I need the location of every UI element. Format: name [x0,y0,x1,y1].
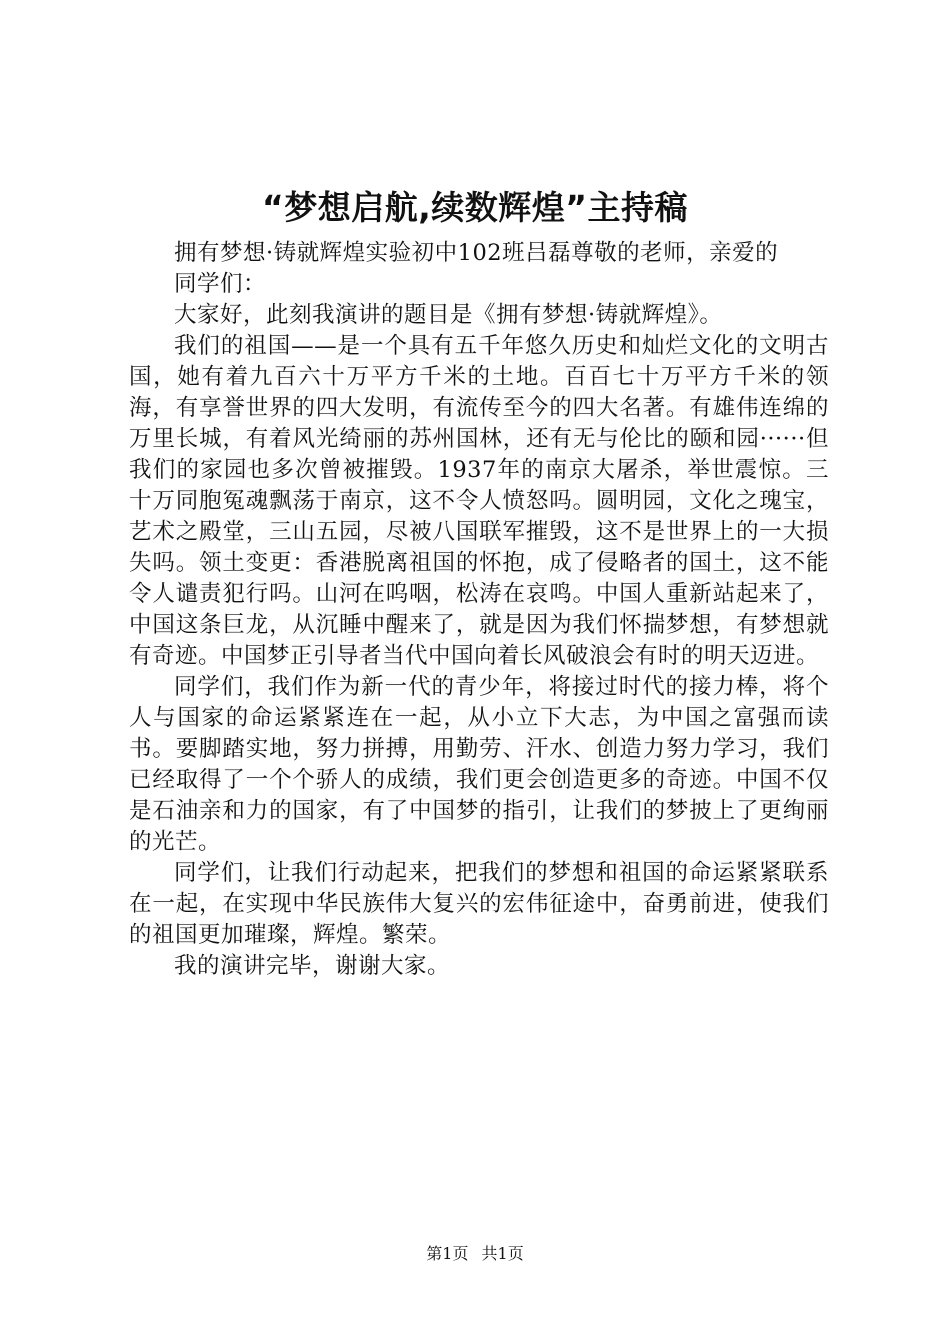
paragraph-call-to-action: 同学们，让我们行动起来，把我们的梦想和祖国的命运紧紧联系在一起，在实现中华民族伟大复兴的宏伟征途中，奋勇前进，使我们的祖国更加璀璨，辉煌。繁荣。 [129,860,829,948]
paragraph-closing: 我的演讲完毕，谢谢大家。 [174,953,451,979]
page-total: 共1页 [481,1244,524,1263]
paragraph-history: 我们的祖国——是一个具有五千年悠久历史和灿烂文化的文明古国，她有着九百六十万平方千米的土地。百百七十万平方千米的领海，有享誉世界的四大发明，有流传至今的四大名著。有雄伟连绵的万里长城，有着风光绮丽的苏州国林，还有无与伦比的颐和园······但我们的家园也多次曾被摧毁。1937年的南京大屠杀，举世震惊。三十万同胞冤魂飘荡于南京，这不令人愤怒吗。圆明园，文化之瑰宝，艺术之殿堂，三山五园，尽被八国联军摧毁，这不是世界上的一大损失吗。领土变更：香港脱离祖国的怀抱，成了侵略者的国土，这不能令人谴责犯行吗。山河在呜咽，松涛在哀鸣。中国人重新站起来了，中国这条巨龙，从沉睡中醒来了，就是因为我们怀揣梦想，有梦想就有奇迹。中国梦正引导者当代中国向着长风破浪会有时的明天迈进。 [129,333,829,669]
page-footer [0,1243,950,1265]
paragraph-greeting: 同学们： [174,271,267,297]
paragraph-intro: 拥有梦想·铸就辉煌实验初中102班吕磊尊敬的老师，亲爱的 [174,240,779,266]
paragraph-topic: 大家好，此刻我演讲的题目是《拥有梦想·铸就辉煌》。 [174,302,723,328]
document-title: “梦想启航,续数辉煌”主持稿 [262,188,688,227]
document-body [129,238,829,982]
paragraph-youth: 同学们，我们作为新一代的青少年，将接过时代的接力棒，将个人与国家的命运紧紧连在一起，从小立下大志，为中国之富强而读书。要脚踏实地，努力拼搏，用勤劳、汗水、创造力努力学习，我们已经取得了一个个骄人的成绩，我们更会创造更多的奇迹。中国不仅是石油亲和力的国家，有了中国梦的指引，让我们的梦披上了更绚丽的光芒。 [129,674,829,855]
page-number: 第1页 [426,1244,469,1263]
